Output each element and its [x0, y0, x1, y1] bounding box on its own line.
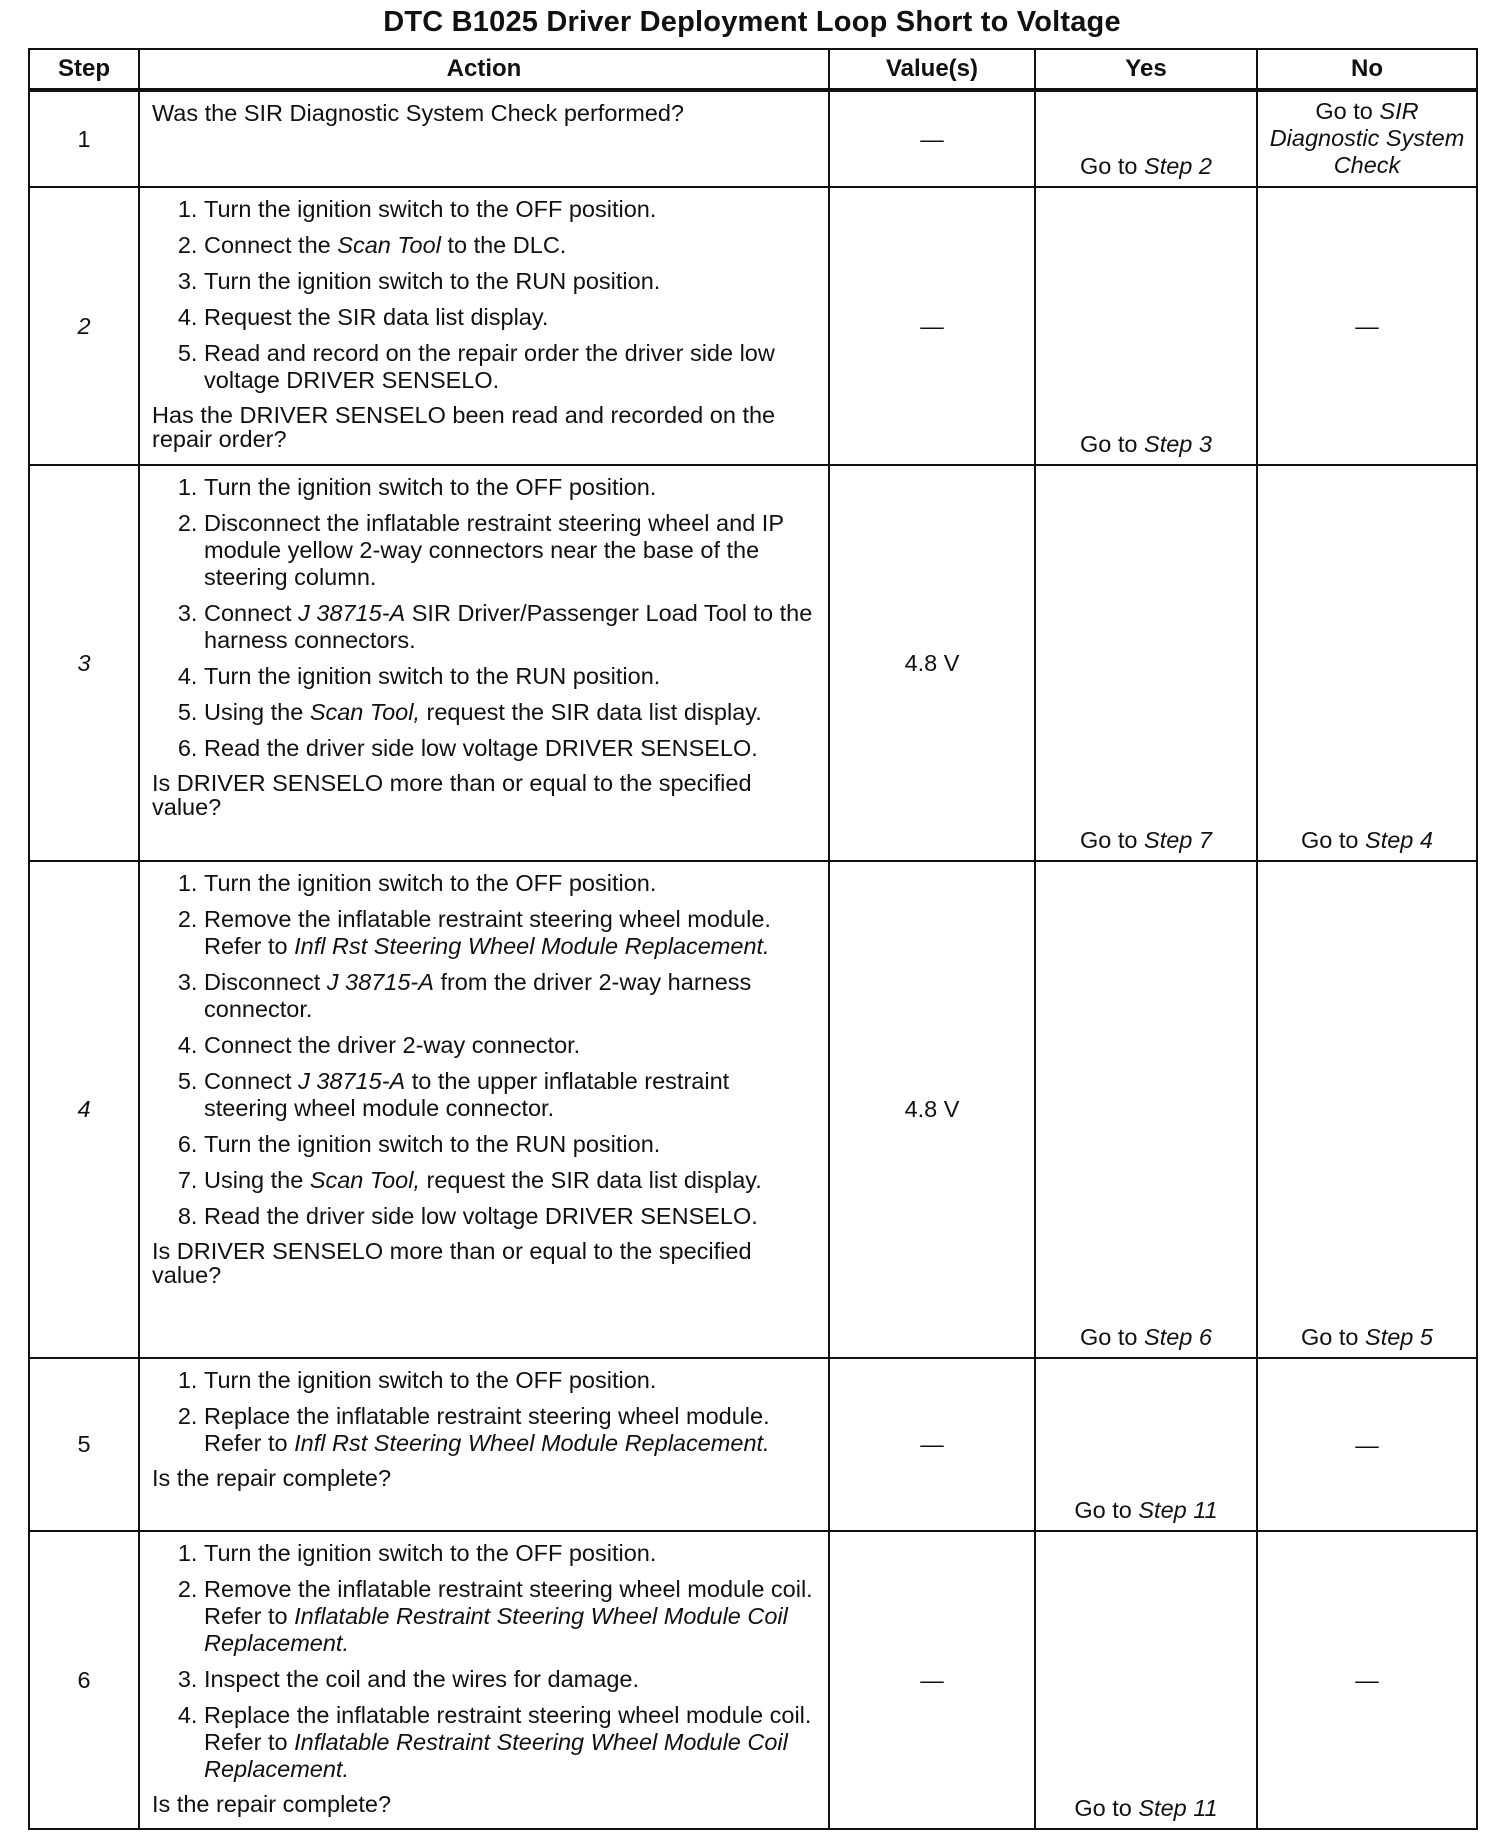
procedure-step: 5. Using the Scan Tool, request the SIR data list display.	[204, 699, 816, 726]
header-values: Value(s)	[829, 49, 1035, 90]
procedure-step: 1. Turn the ignition switch to the OFF position.	[204, 870, 816, 897]
action-question: Is DRIVER SENSELO more than or equal to the specified value?	[152, 770, 752, 820]
step-number: 6	[29, 1531, 139, 1829]
value-cell: 4.8 V	[829, 465, 1035, 861]
procedure-step: 2. Disconnect the inflatable restraint steering wheel and IP module yellow 2-way connectors near the base of the steering column.	[204, 510, 816, 591]
system-check-link: Diagnostic System Check	[1269, 125, 1465, 178]
action-cell	[139, 861, 829, 1358]
diagnostic-table	[28, 48, 1478, 1830]
procedure-list	[152, 1367, 816, 1457]
table-row	[29, 1358, 1477, 1531]
table-row	[29, 861, 1477, 1358]
procedure-step: 5. Read and record on the repair order the driver side low voltage DRIVER SENSELO.	[204, 340, 816, 394]
procedure-list	[152, 474, 816, 762]
procedure-step: 2. Remove the inflatable restraint steering wheel module. Refer to Infl Rst Steering Wheel Module Replacement.	[204, 906, 816, 960]
procedure-list	[152, 1540, 816, 1783]
header-action: Action	[139, 49, 829, 90]
procedure-list	[152, 870, 816, 1230]
procedure-step: 1. Turn the ignition switch to the OFF position.	[204, 474, 816, 501]
value-cell: —	[829, 1531, 1035, 1829]
step-number: 4	[29, 861, 139, 1358]
action-question: Is the repair complete?	[152, 1465, 392, 1491]
value-cell: 4.8 V	[829, 861, 1035, 1358]
procedure-step: 1. Turn the ignition switch to the OFF position.	[204, 1367, 816, 1394]
yes-cell: Go to Step 11	[1035, 1531, 1257, 1829]
action-cell	[139, 1531, 829, 1829]
action-cell	[139, 90, 829, 187]
procedure-step: 6. Turn the ignition switch to the RUN position.	[204, 1131, 816, 1158]
table-row	[29, 1531, 1477, 1829]
procedure-step: 2. Remove the inflatable restraint steering wheel module coil. Refer to Inflatable Restraint Steering Wheel Module Coil Replacement.	[204, 1576, 816, 1657]
procedure-list	[152, 196, 816, 394]
procedure-step: 4. Request the SIR data list display.	[204, 304, 816, 331]
procedure-step: 4. Turn the ignition switch to the RUN position.	[204, 663, 816, 690]
no-cell: Go to SIR Diagnostic System Check	[1257, 90, 1477, 187]
step-number: 2	[29, 187, 139, 465]
procedure-step: 6. Read the driver side low voltage DRIVER SENSELO.	[204, 735, 816, 762]
step-link: Step 2	[1144, 153, 1212, 179]
procedure-step: 7. Using the Scan Tool, request the SIR data list display.	[204, 1167, 816, 1194]
step-number: 1	[29, 90, 139, 187]
action-question: Was the SIR Diagnostic System Check performed?	[152, 100, 684, 126]
procedure-step: 1. Turn the ignition switch to the OFF position.	[204, 196, 816, 223]
no-cell: —	[1257, 1358, 1477, 1531]
procedure-step: 4. Replace the inflatable restraint steering wheel module coil. Refer to Inflatable Restraint Steering Wheel Module Coil Replacement.	[204, 1702, 816, 1783]
procedure-step: 2. Connect the Scan Tool to the DLC.	[204, 232, 816, 259]
header-yes: Yes	[1035, 49, 1257, 90]
no-cell: —	[1257, 187, 1477, 465]
action-cell	[139, 1358, 829, 1531]
procedure-step: 3. Connect J 38715-A SIR Driver/Passenger Load Tool to the harness connectors.	[204, 600, 816, 654]
step-number: 3	[29, 465, 139, 861]
header-step: Step	[29, 49, 139, 90]
procedure-step: 3. Inspect the coil and the wires for damage.	[204, 1666, 816, 1693]
yes-cell: Go to Step 3	[1035, 187, 1257, 465]
table-row	[29, 465, 1477, 861]
yes-cell: Go to Step 2	[1035, 90, 1257, 187]
procedure-step: 1. Turn the ignition switch to the OFF position.	[204, 1540, 816, 1567]
action-question: Has the DRIVER SENSELO been read and recorded on the repair order?	[152, 402, 776, 452]
value-cell: —	[829, 90, 1035, 187]
step-number: 5	[29, 1358, 139, 1531]
value-cell: —	[829, 187, 1035, 465]
header-no: No	[1257, 49, 1477, 90]
table-row	[29, 187, 1477, 465]
table-row	[29, 90, 1477, 187]
action-question: Is the repair complete?	[152, 1791, 392, 1817]
header-row	[29, 49, 1477, 90]
action-question: Is DRIVER SENSELO more than or equal to the specified value?	[152, 1238, 752, 1288]
yes-cell: Go to Step 6	[1035, 861, 1257, 1358]
action-cell	[139, 187, 829, 465]
procedure-step: 4. Connect the driver 2-way connector.	[204, 1032, 816, 1059]
no-cell: Go to Step 5	[1257, 861, 1477, 1358]
no-cell: Go to Step 4	[1257, 465, 1477, 861]
yes-cell: Go to Step 11	[1035, 1358, 1257, 1531]
action-cell	[139, 465, 829, 861]
procedure-step: 3. Turn the ignition switch to the RUN position.	[204, 268, 816, 295]
value-cell: —	[829, 1358, 1035, 1531]
no-cell: —	[1257, 1531, 1477, 1829]
page-title: DTC B1025 Driver Deployment Loop Short to Voltage	[383, 6, 1121, 38]
procedure-step: 3. Disconnect J 38715-A from the driver 2-way harness connector.	[204, 969, 816, 1023]
procedure-step: 5. Connect J 38715-A to the upper inflatable restraint steering wheel module connector.	[204, 1068, 816, 1122]
procedure-step: 2. Replace the inflatable restraint steering wheel module. Refer to Infl Rst Steering Wheel Module Replacement.	[204, 1403, 816, 1457]
procedure-step: 8. Read the driver side low voltage DRIVER SENSELO.	[204, 1203, 816, 1230]
yes-cell: Go to Step 7	[1035, 465, 1257, 861]
